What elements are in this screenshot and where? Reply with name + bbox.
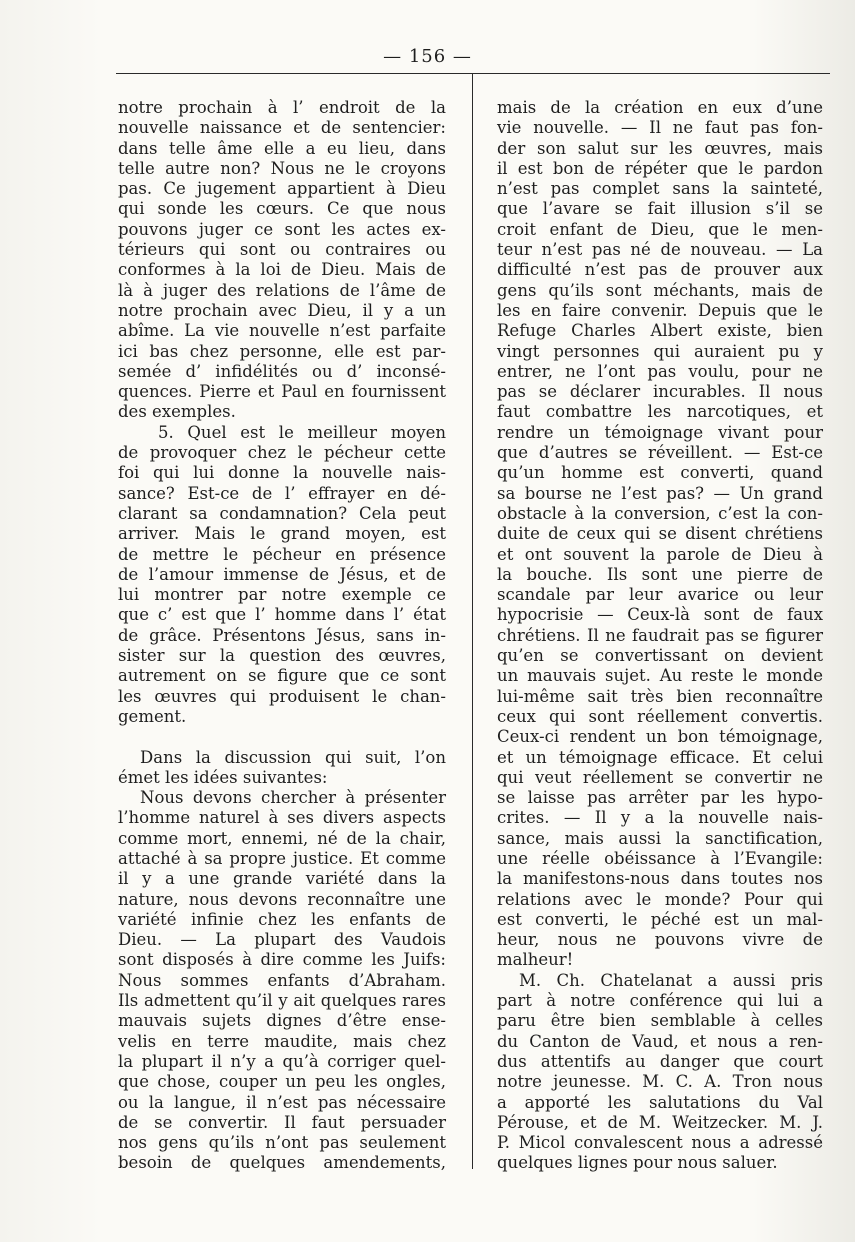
text-line: foi qui lui donne la nouvelle nais- [118, 463, 446, 483]
text-line: variété infinie chez les enfants de [118, 909, 446, 929]
text-line: Ceux-ci rendent un bon témoignage, [497, 727, 823, 747]
text-line: besoin de quelques amendements, [118, 1153, 446, 1173]
text-line: qu’un homme est converti, quand [497, 463, 823, 483]
text-line: M. Ch. Chatelanat a aussi pris [519, 970, 823, 990]
text-line: rendre un témoignage vivant pour [497, 422, 823, 442]
text-line: que c’ est que l’ homme dans l’ état [118, 605, 446, 625]
text-line: Dans la discussion qui suit, l’on [140, 747, 446, 767]
text-line: nature, nous devons reconnaître une [118, 889, 446, 909]
text-line: heur, nous ne pouvons vivre de [497, 930, 823, 950]
text-line: Pérouse, et de M. Weitzecker. M. J. [497, 1112, 823, 1132]
text-line: duite de ceux qui se disent chrétiens [497, 524, 823, 544]
text-line: dus attentifs au danger que court [497, 1051, 823, 1071]
text-line: il y a une grande variété dans la [118, 869, 446, 889]
text-line: sance, mais aussi la sanctification, [497, 828, 823, 848]
text-line: nos gens qu’ils n’ont pas seulement [118, 1133, 446, 1153]
text-line: gement. [118, 706, 187, 726]
text-line: et ont souvent la parole de Dieu à [497, 544, 823, 564]
text-line: gens qu’ils sont méchants, mais de [497, 280, 823, 300]
text-line: abîme. La vie nouvelle n’est parfaite [118, 321, 446, 341]
text-line: se laisse pas arrêter par les hypo- [497, 788, 823, 808]
text-line: Ils admettent qu’il y ait quelques rares [118, 991, 446, 1011]
text-line: de l’amour immense de Jésus, et de [118, 564, 446, 584]
text-line: paru être bien semblable à celles [497, 1011, 823, 1031]
text-line: arriver. Mais le grand moyen, est [118, 524, 446, 544]
text-line: qui sonde les cœurs. Ce que nous [118, 199, 446, 219]
left-text-column [118, 98, 446, 1174]
column-divider [472, 74, 473, 1169]
text-line: quences. Pierre et Paul en fournissent [118, 382, 446, 402]
text-line: semée d’ infidélités ou d’ inconsé- [118, 361, 446, 381]
text-line: faut combattre les narcotiques, et [497, 402, 823, 422]
text-line: de se convertir. Il faut persuader [118, 1112, 446, 1132]
text-line: de provoquer chez le pécheur cette [118, 443, 446, 463]
text-line: émet les idées suivantes: [118, 767, 328, 787]
header-rule [116, 73, 830, 74]
paragraph-gap [118, 727, 446, 747]
text-line: notre prochain à l’ endroit de la [118, 98, 446, 117]
text-line: que chose, couper un peu les ongles, [118, 1072, 446, 1092]
text-line: ou la langue, il n’est pas nécessaire [118, 1092, 446, 1112]
text-line: et un témoignage efficace. Et celui [497, 747, 823, 767]
text-line: ceux qui sont réellement convertis. [497, 706, 823, 726]
text-line: crites. — Il y a la nouvelle nais- [497, 808, 823, 828]
text-line: clarant sa condamnation? Cela peut [118, 503, 446, 523]
text-line: pas se déclarer incurables. Il nous [497, 382, 823, 402]
text-line: pas. Ce jugement appartient à Dieu [118, 179, 446, 199]
text-line: ici bas chez personne, elle est par- [118, 341, 446, 361]
text-line: la bouche. Ils sont une pierre de [497, 564, 823, 584]
text-line: entrer, ne l’ont pas voulu, pour ne [497, 361, 823, 381]
text-line: térieurs qui sont ou contraires ou [118, 240, 446, 260]
text-line: relations avec le monde? Pour qui [497, 889, 823, 909]
text-line: mauvais sujets dignes d’être ense- [118, 1011, 446, 1031]
text-line: notre prochain avec Dieu, il y a un [118, 300, 446, 320]
text-line: un mauvais sujet. Au reste le monde [497, 666, 823, 686]
text-line: quelques lignes pour nous saluer. [497, 1153, 778, 1173]
text-line: qui veut réellement se convertir ne [497, 767, 823, 787]
text-line: notre jeunesse. M. C. A. Tron nous [497, 1072, 823, 1092]
text-line: la manifestons-nous dans toutes nos [497, 869, 823, 889]
text-line: sont disposés à dire comme les Juifs: [118, 950, 446, 970]
text-line: du Canton de Vaud, et nous a ren- [497, 1031, 823, 1051]
text-line: teur n’est pas né de nouveau. — La [497, 240, 823, 260]
text-line: velis en terre maudite, mais chez [118, 1031, 446, 1051]
text-line: des exemples. [118, 402, 236, 422]
right-text-column [497, 98, 823, 1174]
text-line: est converti, le péché est un mal- [497, 909, 823, 929]
text-line: qu’en se convertissant on devient [497, 646, 823, 666]
text-line: vingt personnes qui auraient pu y [497, 341, 823, 361]
text-line: hypocrisie — Ceux-là sont de faux [497, 605, 823, 625]
text-line: dans telle âme elle a eu lieu, dans [118, 138, 446, 158]
text-line: les œuvres qui produisent le chan- [118, 686, 446, 706]
text-line: mais de la création en eux d’une [497, 98, 823, 117]
text-line: 5. Quel est le meilleur moyen [158, 422, 446, 442]
text-line: der son salut sur les œuvres, mais [497, 138, 823, 158]
text-line: lui-même sait très bien reconnaître [497, 686, 823, 706]
text-line: difficulté n’est pas de prouver aux [497, 260, 823, 280]
text-line: P. Micol convalescent nous a adressé [497, 1133, 823, 1153]
text-line: l’homme naturel à ses divers aspects [118, 808, 446, 828]
text-line: que l’avare se fait illusion s’il se [497, 199, 823, 219]
text-line: Refuge Charles Albert existe, bien [497, 321, 823, 341]
text-line: il est bon de répéter que le pardon [497, 158, 823, 178]
text-line: part à notre conférence qui lui a [497, 991, 823, 1011]
text-line: comme mort, ennemi, né de la chair, [118, 828, 446, 848]
text-line: sister sur la question des œuvres, [118, 646, 446, 666]
text-line: une réelle obéissance à l’Evangile: [497, 848, 823, 868]
text-line: telle autre non? Nous ne le croyons [118, 158, 446, 178]
text-line: attaché à sa propre justice. Et comme [118, 848, 446, 868]
text-line: nouvelle naissance et de sentencier: [118, 118, 446, 138]
text-line: les en faire convenir. Depuis que le [497, 300, 823, 320]
text-line: scandale par leur avarice ou leur [497, 585, 823, 605]
text-line: lui montrer par notre exemple ce [118, 585, 446, 605]
text-line: obstacle à la conversion, c’est la con- [497, 503, 823, 523]
text-line: a apporté les salutations du Val [497, 1092, 823, 1112]
text-line: de grâce. Présentons Jésus, sans in- [118, 625, 446, 645]
text-line: Nous sommes enfants d’Abraham. [118, 970, 446, 990]
text-line: autrement on se figure que ce sont [118, 666, 446, 686]
text-line: pouvons juger ce sont les actes ex- [118, 219, 446, 239]
text-line: conformes à la loi de Dieu. Mais de [118, 260, 446, 280]
text-line: là à juger des relations de l’âme de [118, 280, 446, 300]
text-line: n’est pas complet sans la sainteté, [497, 179, 823, 199]
text-line: chrétiens. Il ne faudrait pas se figurer [497, 625, 823, 645]
text-line: de mettre le pécheur en présence [118, 544, 446, 564]
text-line: croit enfant de Dieu, que le men- [497, 219, 823, 239]
page-number: — 156 — [383, 46, 472, 67]
text-line: la plupart il n’y a qu’à corriger quel- [118, 1051, 446, 1071]
text-line: Nous devons chercher à présenter [140, 788, 446, 808]
text-line: Dieu. — La plupart des Vaudois [118, 930, 446, 950]
text-line: sa bourse ne l’est pas? — Un grand [497, 483, 823, 503]
text-line: sance? Est-ce de l’ effrayer en dé- [118, 483, 446, 503]
text-line: malheur! [497, 950, 574, 970]
text-line: que d’autres se réveillent. — Est-ce [497, 443, 823, 463]
text-line: vie nouvelle. — Il ne faut pas fon- [497, 118, 823, 138]
